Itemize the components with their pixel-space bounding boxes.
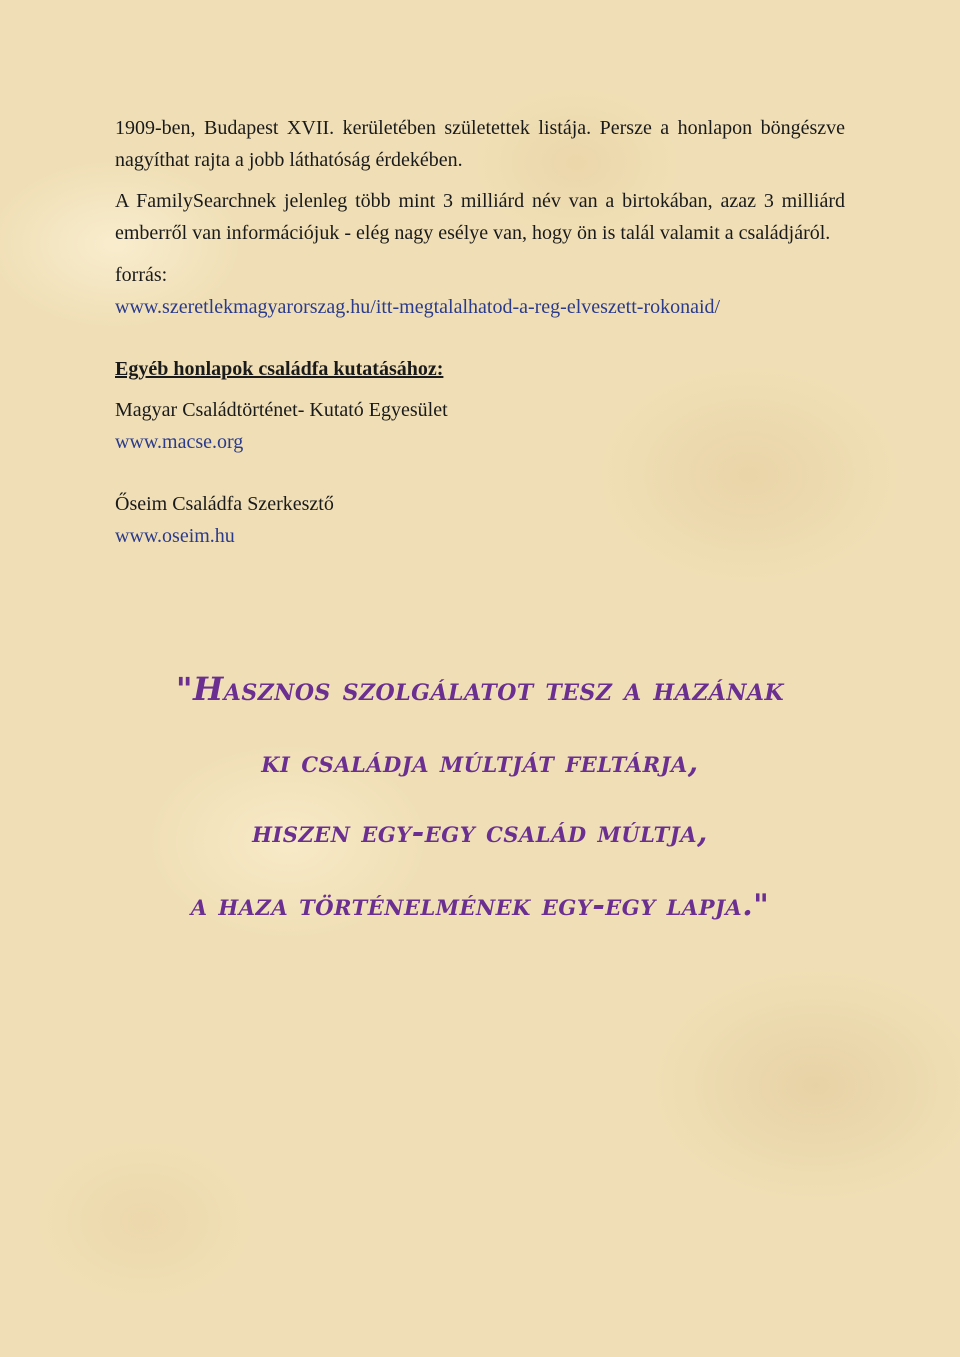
quote-line-4: a haza történelmének egy-egy lapja." (190, 888, 770, 923)
source-label: forrás: (115, 264, 168, 286)
site-name-oseim: Őseim Családfa Szerkesztő (115, 493, 334, 515)
intro-paragraph-2: A FamilySearchnek jelenleg több mint 3 milliárd név van a birtokában, azaz 3 milliárd emberről van információjuk - elég nagy esélye van, hogy ön is talál valamit a családjáról. (115, 190, 845, 244)
site-link-oseim[interactable]: www.oseim.hu (115, 525, 235, 547)
other-sites-heading: Egyéb honlapok családfa kutatásához: (115, 358, 444, 380)
quote-line-1: "Hasznos szolgálatot tesz a hazának (175, 670, 785, 708)
site-link-macse[interactable]: www.macse.org (115, 431, 244, 453)
site-name-macse: Magyar Családtörténet- Kutató Egyesület (115, 399, 448, 421)
quote-line-2: ki családja múltját feltárja, (261, 745, 699, 780)
intro-paragraph-1: 1909-ben, Budapest XVII. kerületében születettek listája. Persze a honlapon böngészve nagyíthat rajta a jobb láthatóság érdekében. (115, 117, 845, 171)
quote-line-3: hiszen egy-egy család múltja, (252, 815, 708, 850)
document-body (115, 112, 845, 552)
source-link[interactable]: www.szeretlekmagyarorszag.hu/itt-megtalalhatod-a-reg-elveszett-rokonaid/ (115, 296, 721, 318)
